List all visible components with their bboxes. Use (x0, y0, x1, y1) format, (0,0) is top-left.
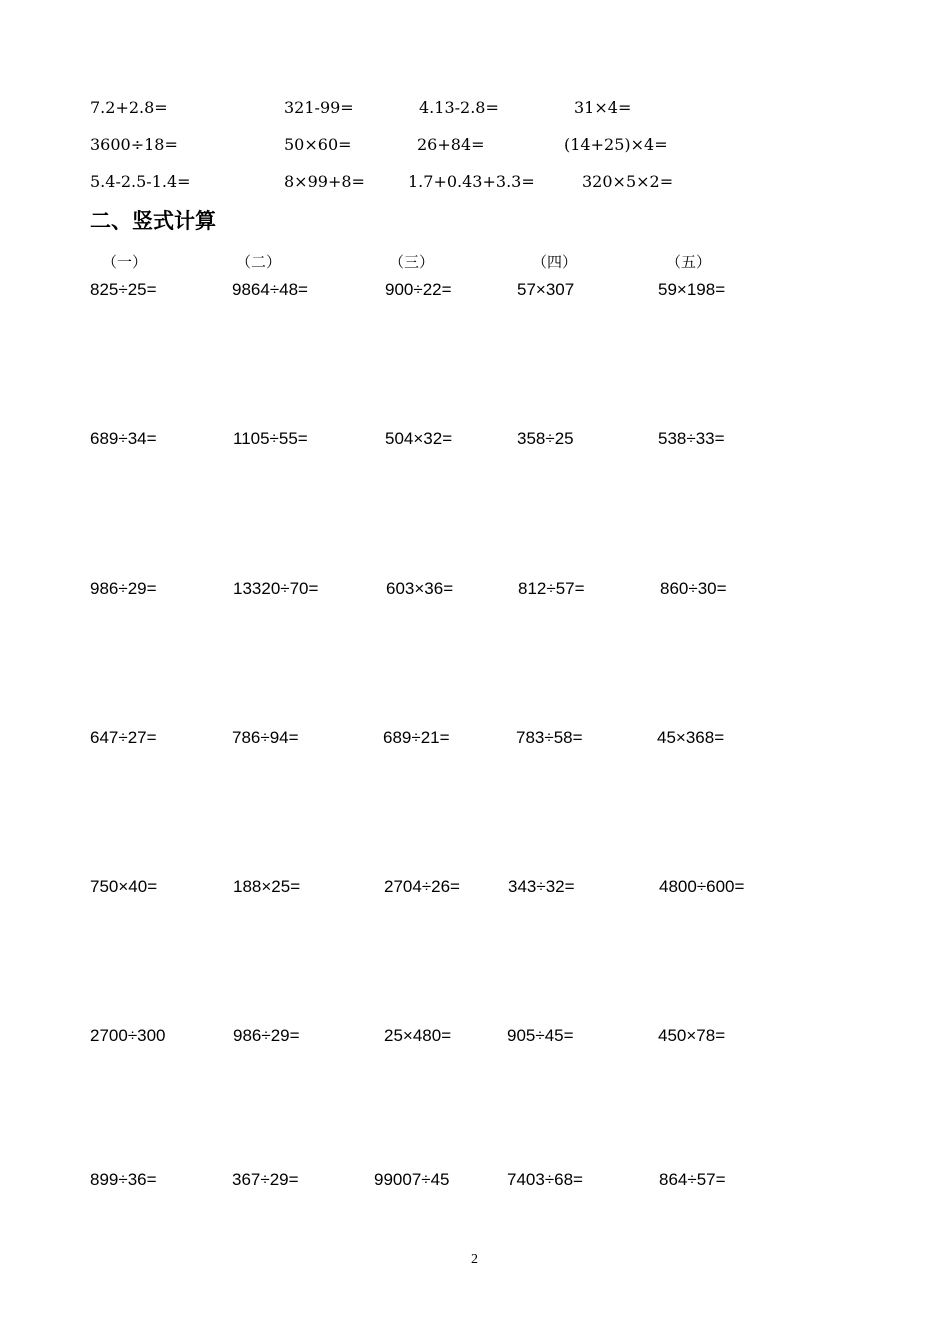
problem: 825÷25= (90, 280, 157, 299)
problem: 188×25= (233, 877, 301, 896)
page-number: 2 (471, 1252, 478, 1267)
problem: 986÷29= (90, 579, 157, 598)
problem: 59×198= (658, 280, 726, 299)
problem: 750×40= (90, 877, 158, 896)
problem: 783÷58= (516, 728, 583, 747)
oral-problem: 3600÷18= (90, 135, 178, 154)
problem: 450×78= (658, 1026, 726, 1045)
problem: 900÷22= (385, 280, 452, 299)
problem: 9864÷48= (232, 280, 308, 299)
problem: 986÷29= (233, 1026, 300, 1045)
problem: 45×368= (657, 728, 725, 747)
problem: 860÷30= (660, 579, 727, 598)
column-header: （四） (532, 253, 578, 271)
problem: 99007÷45 (374, 1170, 450, 1189)
section-title: 二、竖式计算 (90, 209, 216, 233)
column-header: （一） (102, 253, 148, 271)
problem: 812÷57= (518, 579, 585, 598)
problem: 4800÷600= (659, 877, 745, 896)
column-header: （五） (666, 253, 712, 271)
problem: 343÷32= (508, 877, 575, 896)
problem: 504×32= (385, 429, 453, 448)
problem: 786÷94= (232, 728, 299, 747)
problem: 647÷27= (90, 728, 157, 747)
problem: 57×307 (517, 280, 575, 299)
oral-problem: 8×99+8= (284, 172, 365, 191)
problem: 538÷33= (658, 429, 725, 448)
problem: 899÷36= (90, 1170, 157, 1189)
oral-problem: 320×5×2= (582, 172, 674, 191)
problem: 864÷57= (659, 1170, 726, 1189)
column-header: （二） (236, 253, 282, 271)
problem: 358÷25 (517, 429, 574, 448)
problem: 1105÷55= (233, 429, 308, 448)
oral-problem: 26+84= (417, 135, 485, 154)
oral-problem: 321-99= (284, 98, 354, 117)
problem: 905÷45= (507, 1026, 574, 1045)
oral-problem: 4.13-2.8= (419, 98, 499, 117)
oral-problem: 5.4-2.5-1.4= (90, 172, 191, 191)
problem: 13320÷70= (233, 579, 319, 598)
problem: 689÷21= (383, 728, 450, 747)
oral-problem: 50×60= (284, 135, 352, 154)
problem: 689÷34= (90, 429, 157, 448)
problem: 25×480= (384, 1026, 452, 1045)
oral-problem: (14+25)×4= (564, 135, 668, 154)
problem: 367÷29= (232, 1170, 299, 1189)
problem: 2700÷300 (90, 1026, 166, 1045)
oral-problem: 1.7+0.43+3.3= (408, 172, 535, 191)
oral-problem: 7.2+2.8= (90, 98, 168, 117)
column-header: （三） (389, 253, 435, 271)
problem: 603×36= (386, 579, 454, 598)
problem: 2704÷26= (384, 877, 460, 896)
problem: 7403÷68= (507, 1170, 583, 1189)
oral-problem: 31×4= (574, 98, 632, 117)
